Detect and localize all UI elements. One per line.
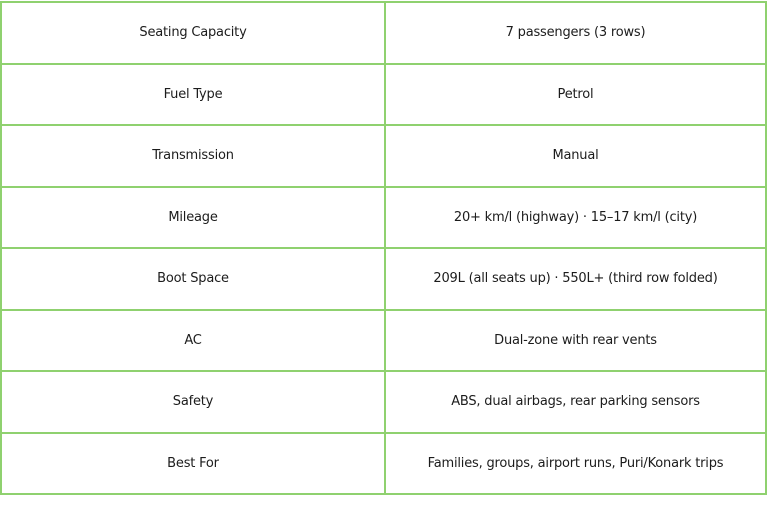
spec-label: Transmission bbox=[1, 125, 385, 187]
table-row bbox=[1, 125, 766, 187]
table-row bbox=[1, 433, 766, 495]
table-row bbox=[1, 310, 766, 372]
specifications-table bbox=[0, 1, 767, 495]
table-row bbox=[1, 248, 766, 310]
spec-value: ABS, dual airbags, rear parking sensors bbox=[385, 371, 766, 433]
table-row bbox=[1, 2, 766, 64]
table-row bbox=[1, 371, 766, 433]
table-row bbox=[1, 187, 766, 249]
spec-value: 7 passengers (3 rows) bbox=[385, 2, 766, 64]
spec-value: 209L (all seats up) · 550L+ (third row folded) bbox=[385, 248, 766, 310]
spec-label: Best For bbox=[1, 433, 385, 495]
spec-value: Petrol bbox=[385, 64, 766, 126]
spec-label: Mileage bbox=[1, 187, 385, 249]
spec-label: Seating Capacity bbox=[1, 2, 385, 64]
spec-value: Manual bbox=[385, 125, 766, 187]
spec-label: Safety bbox=[1, 371, 385, 433]
spec-value: Dual-zone with rear vents bbox=[385, 310, 766, 372]
table-row bbox=[1, 64, 766, 126]
spec-label: AC bbox=[1, 310, 385, 372]
spec-value: Families, groups, airport runs, Puri/Konark trips bbox=[385, 433, 766, 495]
spec-value: 20+ km/l (highway) · 15–17 km/l (city) bbox=[385, 187, 766, 249]
spec-label: Boot Space bbox=[1, 248, 385, 310]
spec-label: Fuel Type bbox=[1, 64, 385, 126]
